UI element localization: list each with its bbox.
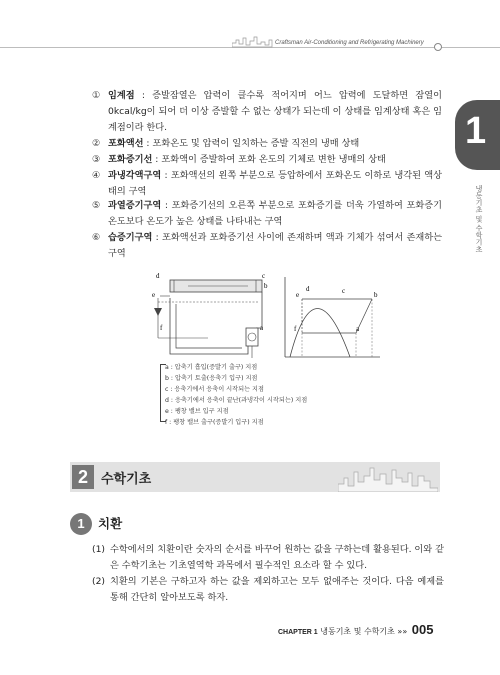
item-term: 과열증기구역 <box>108 200 162 211</box>
item-text: : 포화액이 증발하여 포화 온도의 기체로 변한 냉매의 상태 <box>152 154 386 165</box>
list-item <box>92 230 442 262</box>
list-item <box>92 168 442 200</box>
label-b: b <box>264 282 268 290</box>
refrigeration-cycle-schematic <box>148 268 273 360</box>
label-b: b <box>374 291 378 299</box>
paragraph <box>92 542 444 574</box>
label-d: d <box>306 285 310 293</box>
label-a: a <box>260 324 264 332</box>
label-c: c <box>262 272 266 280</box>
item-number: ② <box>92 138 101 149</box>
item-number: ① <box>92 90 101 101</box>
item-text: : 포화증기선의 오른쪽 부분으로 포화증기를 더욱 가열하여 포화증기 온도보다 온도가 높은 상태를 나타내는 구역 <box>108 200 442 227</box>
item-number: ⑥ <box>92 232 101 243</box>
legend-item: d : 응축기에서 응축이 끝난(과냉각이 시작되는) 지점 <box>165 397 308 404</box>
section-title: 수학기초 <box>101 472 152 487</box>
header-dot-icon <box>434 43 442 51</box>
item-text: : 포화온도 및 압력이 일치하는 증발 직전의 냉매 상태 <box>143 138 360 149</box>
pressure-enthalpy-chart <box>280 275 385 360</box>
list-item <box>92 198 442 230</box>
item-text: : 포화액선과 포화증기선 사이에 존재하며 액과 기체가 섞여서 존재하는 구역 <box>108 232 442 259</box>
page-footer <box>278 622 433 637</box>
item-term: 포화증기선 <box>108 154 153 165</box>
label-a: a <box>356 325 360 333</box>
paragraph <box>92 574 444 606</box>
list-item <box>92 136 442 152</box>
list-item <box>92 88 442 136</box>
item-term: 임계점 <box>108 90 135 101</box>
footer-chapter: CHAPTER 1 <box>278 629 318 636</box>
footer-title: 냉동기초 및 수학기초 <box>320 627 395 636</box>
paragraph-number: (2) <box>92 576 106 587</box>
page-number: 005 <box>411 622 434 637</box>
list-item <box>92 152 442 168</box>
subsection-title: 치환 <box>98 516 123 531</box>
subsection-number: 1 <box>70 513 92 535</box>
item-term: 과냉각액구역 <box>108 170 162 181</box>
city-skyline-icon <box>232 34 277 48</box>
paragraph-text: 수학에서의 치환이란 숫자의 순서를 바꾸어 원하는 값을 구하는데 활용된다. 이와 같은 수학기초는 기초열역학 과목에서 필수적인 요소라 할 수 있다. <box>110 544 444 571</box>
city-skyline-icon <box>338 464 438 492</box>
label-f: f <box>160 324 163 332</box>
label-c: c <box>342 287 346 295</box>
legend-item: e : 팽창 밸브 입구 지점 <box>165 408 229 415</box>
chapter-tab-label: 냉동기초 및 수학기초 <box>475 185 483 253</box>
label-e: e <box>152 291 156 299</box>
diagram-legend <box>165 362 415 428</box>
section-number: 2 <box>72 465 94 489</box>
running-title: Craftsman Air-Conditioning and Refrigerating Machinery <box>275 40 424 46</box>
paragraph-number: (1) <box>92 544 106 555</box>
item-number: ③ <box>92 154 101 165</box>
paragraph-text: 치환의 기본은 구하고자 하는 값을 제외하고는 모두 없애주는 것이다. 다음 예제를 통해 간단히 알아보도록 하자. <box>110 576 444 603</box>
item-text: : 증발잠열은 압력이 클수록 적어지며 어느 압력에 도달하면 잠열이 0kcal/kg이 되어 더 이상 증발할 수 없는 상태가 되는데 이 상태를 임계상태 혹은 임계점이라 한다. <box>108 90 442 133</box>
label-e: e <box>296 291 300 299</box>
legend-item: c : 응축기에서 응축이 시작되는 지점 <box>165 386 264 393</box>
legend-item: f : 팽창 밸브 출구(증발기 입구) 지점 <box>165 419 264 426</box>
footer-arrows: »» <box>397 627 408 636</box>
chapter-tab-number: 1 <box>465 110 487 152</box>
item-number: ④ <box>92 170 101 181</box>
label-f: f <box>294 325 297 333</box>
legend-item: a : 압축기 흡입(증발기 출구) 지점 <box>165 364 258 371</box>
label-d: d <box>156 272 160 280</box>
item-number: ⑤ <box>92 200 101 211</box>
legend-item: b : 압축기 토출(응축기 입구) 지점 <box>165 375 258 382</box>
item-term: 습증기구역 <box>108 232 153 243</box>
item-text: : 포화액선의 왼쪽 부분으로 등압하에서 포화온도 이하로 냉각된 액상태의 구역 <box>108 170 442 197</box>
item-term: 포화액선 <box>108 138 144 149</box>
expansion-valve-shape <box>154 308 162 316</box>
